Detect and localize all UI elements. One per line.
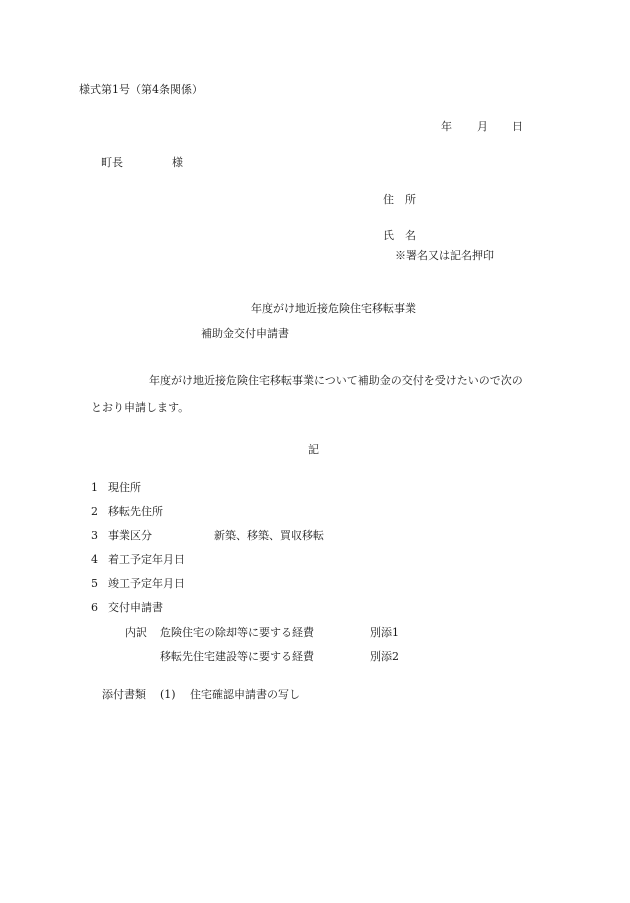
signature-note: ※署名又は記名押印 [395,249,494,262]
breakdown-row-text: 移転先住宅建設等に要する経費 [160,650,314,663]
body-text-line1: 年度がけ地近接危険住宅移転事業について補助金の交付を受けたいので次の [149,374,523,387]
attachments-label: 添付書類 [102,688,146,701]
applicant-address-label: 住 所 [383,193,416,206]
addressee-title: 町長 [101,156,123,169]
document-title-line2: 補助金交付申請書 [201,327,289,340]
date-year-label: 年 [441,120,452,133]
applicant-name-label: 氏 名 [383,229,416,242]
item-number: 5 [91,577,98,590]
document-title-line1: 年度がけ地近接危険住宅移転事業 [251,302,416,315]
item-number: 2 [91,505,98,518]
breakdown-row-ref: 別添1 [370,626,399,639]
breakdown-row-ref: 別添2 [370,650,399,663]
item-number: 3 [91,529,98,542]
attachment-item-number: (1) [160,688,176,701]
addressee-honorific: 様 [172,156,183,169]
date-day-label: 日 [512,120,523,133]
date-month-label: 月 [477,120,488,133]
item-label: 移転先住所 [108,505,163,518]
item-number: 4 [91,553,98,566]
item-label: 交付申請書 [108,601,163,614]
ki-heading: 記 [308,443,319,456]
item-number: 1 [91,481,98,494]
item-label: 着工予定年月日 [108,553,185,566]
item-label: 事業区分 [108,529,152,542]
item-label: 現住所 [108,481,141,494]
form-number: 様式第1号（第4条関係） [79,83,203,96]
business-category-value: 新築、移築、買収移転 [214,529,324,542]
body-text-line2: とおり申請します。 [91,401,190,414]
item-label: 竣工予定年月日 [108,577,185,590]
attachment-item-text: 住宅確認申請書の写し [190,688,300,701]
item-number: 6 [91,601,98,614]
breakdown-row-text: 危険住宅の除却等に要する経費 [160,626,314,639]
breakdown-label: 内訳 [125,626,147,639]
